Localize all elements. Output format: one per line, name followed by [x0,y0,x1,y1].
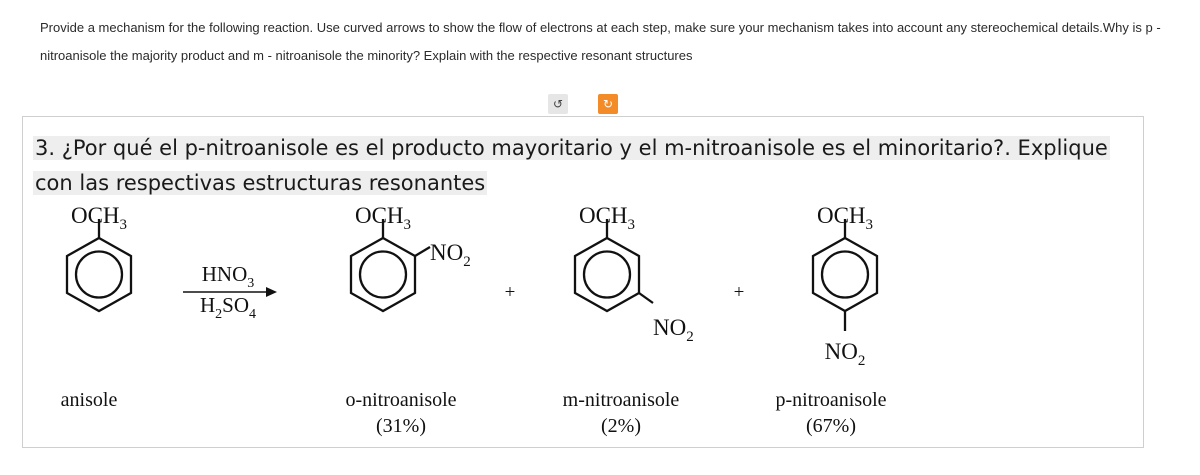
o-nitroanisole-och3-label: $OCH_3$ [354,203,412,233]
anisole-name: anisole [60,389,118,411]
o-nitroanisole-no2-label: $NO_2$ [430,240,471,270]
anisole-och3-label: $OCH_3$ [70,203,128,233]
anisole-aromatic-circle [76,252,122,298]
plus-sign-2: + [733,282,745,303]
p-nitroanisole-yield: (67%) [806,415,856,437]
reaction-scheme [23,117,1143,447]
m-nitroanisole-bond-no2 [639,293,653,303]
p-nitroanisole-name: p-nitroanisole [775,389,887,411]
question-figure [22,116,1144,448]
reagent-h2so4: $H_2SO_4$ [199,293,257,322]
reaction-arrow-head [266,287,277,297]
p-nitroanisole-no2-label: $NO_2$ [824,339,866,369]
m-nitroanisole-name: m-nitroanisole [562,389,680,411]
m-nitroanisole-yield: (2%) [601,415,641,437]
rotate-left-icon[interactable]: ↺ [548,94,568,114]
question-prompt: Provide a mechanism for the following reaction. Use curved arrows to show the flow of electrons at each step, make sure your mechanism takes into account any stereochemical details.Why is p - nitroanisole the majority product and m - nitroanisole the minority? Explain with the respective resonant structures [40,20,1161,63]
o-nitroanisole-name: o-nitroanisole [345,389,457,411]
p-nitroanisole-aromatic-circle [822,252,868,298]
p-nitroanisole-och3-label: $OCH_3$ [816,203,874,233]
question-line-1: 3. ¿Por qué el p-nitroanisole es el producto mayoritario y el m-nitroanisole es el minoritario?. Explique [35,136,1108,160]
reagent-hno3: $HNO_3$ [201,262,255,291]
o-nitroanisole-yield: (31%) [376,415,426,437]
m-nitroanisole-aromatic-circle [584,252,630,298]
plus-sign-1: + [504,282,516,303]
rotate-right-icon[interactable]: ↻ [598,94,618,114]
m-nitroanisole-no2-label: $NO_2$ [653,315,694,345]
question-line-2: con las respectivas estructuras resonantes [35,171,486,195]
o-nitroanisole-aromatic-circle [360,252,406,298]
m-nitroanisole-och3-label: $OCH_3$ [578,203,636,233]
o-nitroanisole-bond-no2 [415,247,430,256]
